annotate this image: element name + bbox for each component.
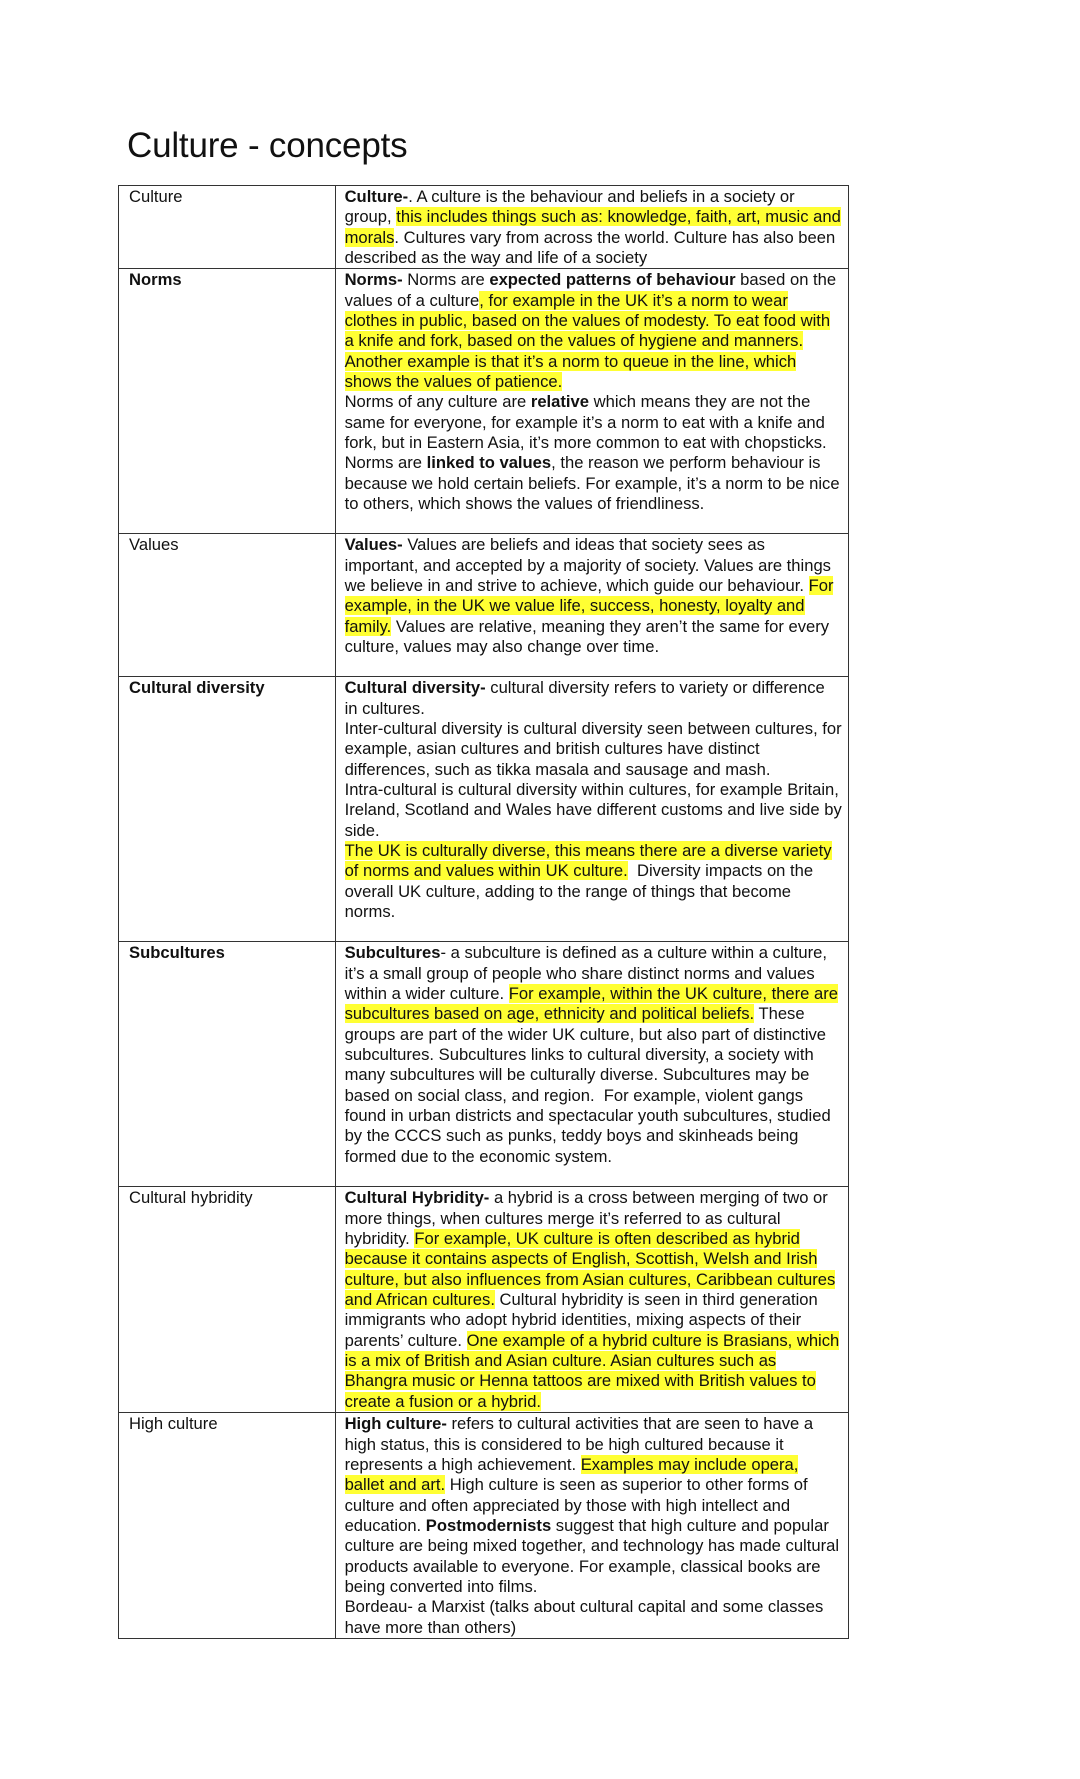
table-row [119, 942, 849, 1187]
highlighted-text: this includes things such as: knowledge, faith, art, music and morals [344, 207, 841, 247]
highlighted-text: The UK is culturally diverse, this means there are a diverse variety of norms and values within UK culture. [344, 841, 832, 881]
term-cell: Cultural diversity [119, 677, 336, 942]
definition-text: Values are relative, meaning they aren’t the same for every culture, values may also change over time. [344, 616, 830, 657]
definition-paragraph: Intra-cultural is cultural diversity within cultures, for example Britain, Ireland, Scotland and Wales have different customs and live side by side. [344, 780, 842, 840]
page-title: Culture - concepts [127, 126, 408, 165]
concepts-table [118, 185, 849, 1639]
term-heading: Cultural diversity- [344, 678, 486, 698]
definition-text: refers to cultural activities that are seen to have a high status, this is considered to be high cultured because it represents a high achievement. [344, 1414, 814, 1474]
definition-text: cultural diversity refers to variety or difference in cultures. [344, 678, 825, 718]
highlighted-text: For example, in the UK we value life, success, honesty, loyalty and family. [344, 576, 834, 636]
definition-text: , the reason we perform behaviour is because we hold certain beliefs. For example, it’s a norm to be nice to others, which shows the values of friendliness. [344, 453, 840, 514]
highlighted-text: For example, within the UK culture, there are subcultures based on age, ethnicity and political beliefs. [344, 984, 839, 1024]
definition-text: . Cultures vary from across the world. Culture has also been described as the way and life of a society [344, 227, 836, 268]
term-cell: Culture [119, 186, 336, 269]
term-heading: Norms- [344, 270, 403, 290]
table-row [119, 1187, 849, 1413]
term-heading: Values- [344, 535, 403, 555]
term-cell: Values [119, 534, 336, 677]
definition-cell [335, 269, 848, 534]
term-cell: Subcultures [119, 942, 336, 1187]
term-cell: High culture [119, 1413, 336, 1639]
definition-text: High culture is seen as superior to other forms of culture and often appreciated by those with high intellect and education. [344, 1475, 808, 1535]
highlighted-text: Examples may include opera, ballet and art. [344, 1454, 799, 1495]
definition-paragraph [345, 535, 842, 657]
term-heading: High culture- [344, 1414, 447, 1434]
definition-cell [335, 186, 848, 269]
highlighted-text: One example of a hybrid culture is Brasians, which is a mix of British and Asian culture. Asian cultures such as Bhangra music or Henna tattoos are mixed with British values to create a fusion or a hybrid. [344, 1330, 840, 1411]
term-heading: Subcultures [344, 943, 441, 963]
definition-paragraph [345, 270, 842, 392]
table-row [119, 269, 849, 534]
definition-paragraph: Bordeau- a Marxist (talks about cultural capital and some classes have more than others) [344, 1597, 824, 1637]
term-cell: Norms [119, 269, 336, 534]
term-heading: Culture- [344, 187, 409, 206]
definition-text: which means they are not the same for everyone, for example it’s a norm to eat with a knife and fork, but in Eastern Asia, it’s more common to eat with chopsticks. [344, 392, 827, 453]
definition-paragraph [345, 392, 842, 453]
table-row [119, 186, 849, 269]
definition-paragraph [345, 678, 842, 719]
definition-paragraph [345, 841, 842, 922]
definition-text: Norms are [344, 453, 427, 473]
definition-text: - a subculture is defined as a culture within a culture, it’s a small group of people who share distinct norms and values within a wider culture. [344, 943, 827, 1004]
definition-text: Values are beliefs and ideas that society sees as important, and accepted by a majority of society. Values are things we believe in and strive to achieve, which guide our behaviour. [344, 535, 831, 596]
definition-paragraph [345, 453, 842, 514]
table-row [119, 677, 849, 942]
definition-cell [335, 534, 848, 677]
definition-paragraph: Inter-cultural diversity is cultural diversity seen between cultures, for example, asian cultures and british cultures have distinct differences, such as tikka masala and sausage and mash. [344, 719, 842, 779]
term-cell: Cultural hybridity [119, 1187, 336, 1413]
definition-cell [335, 1413, 848, 1639]
definition-text: based on the values of a culture [344, 270, 837, 310]
table-row [119, 1413, 849, 1639]
definition-cell [335, 677, 848, 942]
definition-cell [335, 942, 848, 1187]
definition-paragraph [345, 1188, 842, 1412]
term-heading: Cultural Hybridity- [344, 1188, 490, 1208]
key-phrase: relative [530, 392, 589, 412]
definition-text: Diversity impacts on the overall UK culture, adding to the range of things that become norms. [344, 861, 818, 922]
key-phrase: linked to values [426, 453, 552, 473]
definition-text: Norms are [402, 270, 490, 290]
key-phrase: expected patterns of behaviour [489, 270, 736, 290]
definition-paragraph [345, 1414, 842, 1597]
definition-paragraph [345, 187, 842, 268]
definition-paragraph [345, 943, 842, 1167]
definition-text: Cultural hybridity is seen in third generation immigrants who adopt hybrid identities, mixing aspects of their parents’ culture. [344, 1290, 818, 1350]
highlighted-text: , for example in the UK it’s a norm to wear clothes in public, based on the values of modesty. To eat food with a knife and fork, based on the values of hygiene and manners. Another example is that it’s a norm to queue in the line, which shows the values of patience. [344, 290, 831, 392]
table-row [119, 534, 849, 677]
definition-cell [335, 1187, 848, 1413]
definition-text: Norms of any culture are [344, 392, 531, 412]
definition-text: . A culture is the behaviour and beliefs in a society or group, [344, 187, 795, 227]
definition-text: suggest that high culture and popular culture are being mixed together, and technology has made cultural products available to everyone. For example, classical books are being converted into films. [344, 1515, 840, 1596]
definition-text: These groups are part of the wider UK culture, but also part of distinctive subcultures. Subcultures links to cultural diversity, a society with many subcultures will be culturally diverse. Subcultures may be based on social class, and region. For example, violent gangs found in urban districts and spectacular youth subcultures, studied by the CCCS such as punks, teddy boys and skinheads being formed due to the economic system. [344, 1004, 836, 1166]
highlighted-text: For example, UK culture is often described as hybrid because it contains aspects of English, Scottish, Welsh and Irish culture, but also influences from Asian cultures, Caribbean cultures and African cultures. [344, 1229, 836, 1310]
definition-text: a hybrid is a cross between merging of two or more things, when cultures merge it’s referred to as cultural hybridity. [344, 1188, 828, 1249]
key-phrase: Postmodernists [425, 1515, 552, 1535]
